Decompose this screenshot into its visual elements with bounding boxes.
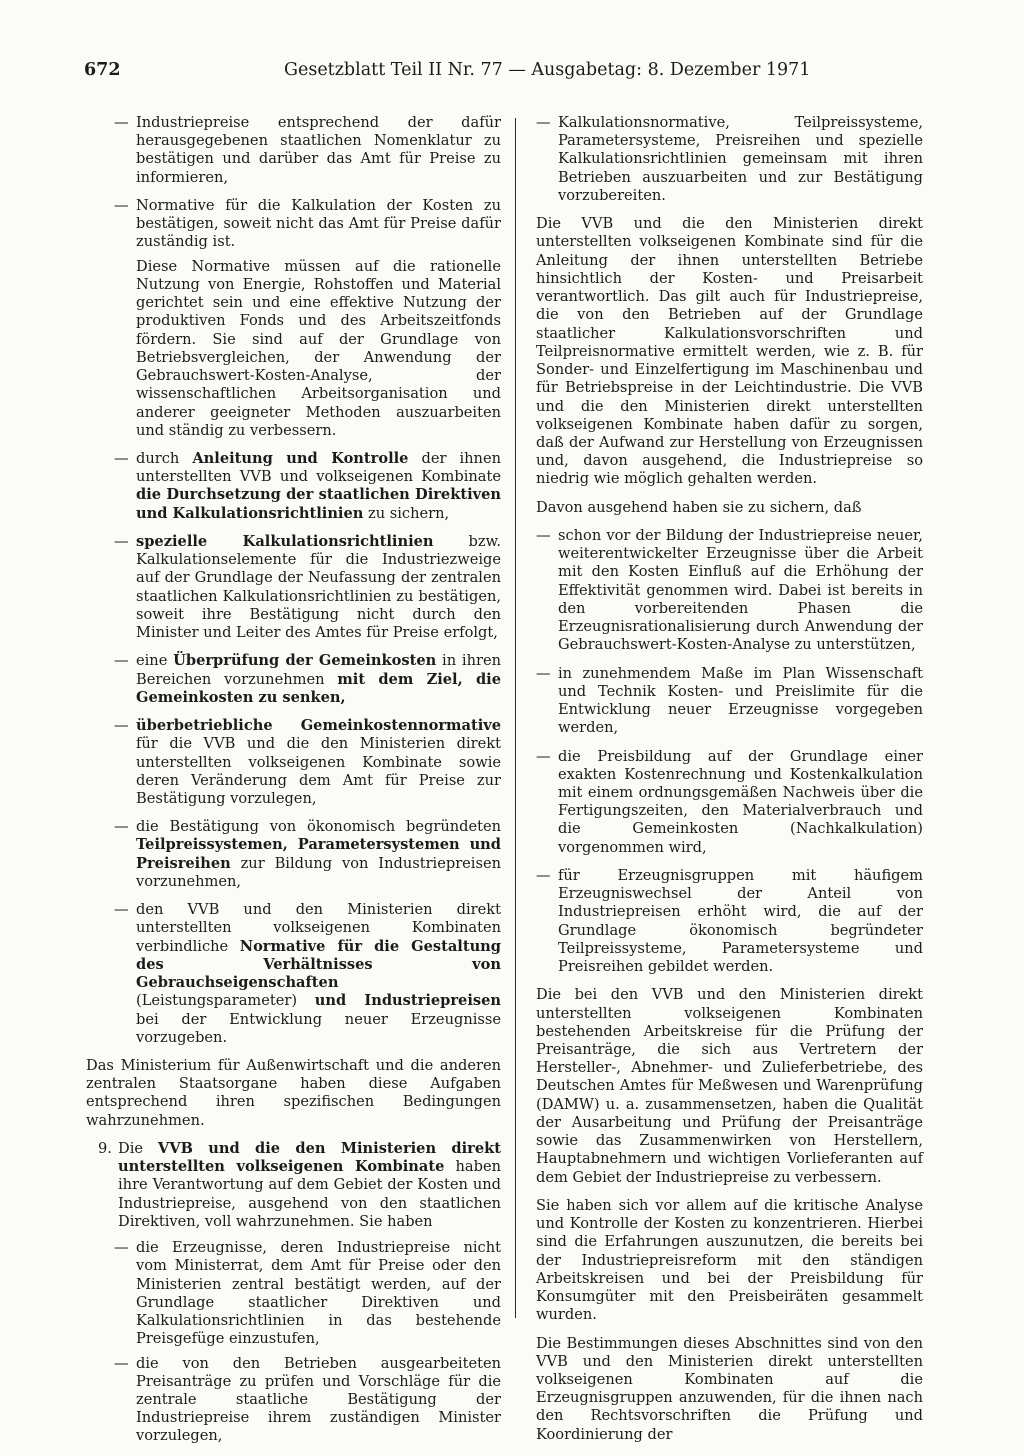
list-item [114, 717, 501, 808]
item-text: eine [136, 652, 174, 670]
item-text: für die VVB und die den Ministerien direkt unterstellten volkseigenen Kombinate sowie deren Veränderung dem Amt für Preise zur Bestätigung vorzulegen, [136, 735, 501, 807]
dash-marker: — [114, 196, 129, 214]
list-item [114, 818, 501, 891]
list-item [114, 532, 501, 642]
column-divider [515, 118, 516, 1318]
section-text: Die [118, 1139, 158, 1157]
item-text: die Erzeugnisse, deren Industriepreise nicht vom Ministerrat, dem Amt für Preise oder den Ministerien zentral bestätigt werden, auf der Grundlage staatlicher Direktiven und Kalkulationsrichtlinien in das bestehende Preisgefüge einzustufen, [136, 1239, 501, 1348]
item-text: der ihnen unterstellten VVB und volkseigenen Kombinate [136, 449, 501, 486]
list-item [114, 652, 501, 707]
item-text: für Erzeugnisgruppen mit häufigem Erzeugniswechsel der Anteil von Industriepreisen erhöht wird, die auf der Grundlage ökonomisch begründeter Teilpreissysteme, Parametersysteme und Preisreihen gebildet werden. [558, 866, 923, 976]
right-column [536, 114, 923, 1454]
section-number: 9. [98, 1139, 112, 1157]
dash-marker: — [114, 1239, 129, 1257]
item-bold: Überprüfung der Gemeinkosten [173, 652, 437, 670]
item-bold: überbetriebliche Gemeinkostennormative [136, 717, 501, 735]
provisions-paragraph: Die Bestimmungen dieses Abschnittes sind von den VVB und den Ministerien direkt unterstellten volkseigenen Kombinaten auf die Erzeugnisgruppen anzuwenden, für die ihnen nach den Rechtsvorschriften die Prüfung und Koordinierung der [536, 1334, 923, 1443]
item-text: durch [136, 449, 193, 467]
list-item [114, 114, 501, 187]
left-column [86, 114, 501, 1456]
list-item [114, 196, 501, 252]
dash-marker: — [114, 818, 129, 836]
working-groups-paragraph: Die bei den VVB und den Ministerien direkt unterstellten volkseigenen Kombinaten bestehenden Arbeitskreise für die Prüfung der Preisanträge, die sich aus Vertretern der Hersteller-, Abnehmer- und Zulieferbetriebe, des Deutschen Amtes für Meßwesen und Warenprüfung (DAMW) u. a. zusammensetzen, haben die Qualität der Ausarbeitung und Prüfung der Preisanträge sowie das Zusammenwirken von Herstellern, Hauptabnehmern und wichtigen Vorlieferanten auf dem Gebiet der Industriepreise zu verbessern. [536, 986, 923, 1186]
item-bold: die Durchsetzung der staatlichen Direktiven und Kalkulationsrichtlinien [136, 486, 501, 522]
dash-marker: — [536, 664, 551, 682]
dash-marker: — [536, 114, 551, 131]
section-text: haben ihre Verantwortung auf dem Gebiet der Kosten und Industriepreise, ausgehend von den staatlichen Direktiven, voll wahrzunehmen. Sie haben [118, 1158, 501, 1230]
list-item [114, 1354, 501, 1446]
dash-marker: — [114, 449, 129, 467]
running-title: Gesetzblatt Teil II Nr. 77 — Ausgabetag: 8. Dezember 1971 [284, 60, 811, 80]
section-bold: VVB und die den Ministerien direkt unterstellten volkseigenen Kombinate [118, 1139, 501, 1176]
item-bold: und Industriepreisen [314, 992, 501, 1010]
list-item [536, 664, 923, 738]
ministry-paragraph: Das Ministerium für Außenwirtschaft und die anderen zentralen Staatsorgane haben diese Aufgaben entsprechend ihren spezifischen Bedingungen wahrzunehmen. [86, 1057, 501, 1129]
dash-marker: — [114, 532, 129, 550]
dash-marker: — [114, 114, 129, 131]
dash-marker: — [536, 747, 551, 765]
dash-marker: — [114, 901, 129, 919]
item-text: zur Bildung von Industriepreisen vorzunehmen, [136, 854, 501, 890]
item-text: in zunehmendem Maße im Plan Wissenschaft und Technik Kosten- und Preislimite für die Entwicklung neuer Erzeugnisse vorgegeben werden, [558, 664, 923, 737]
item-text: die von den Betrieben ausgearbeiteten Preisanträge zu prüfen und Vorschläge für die zentrale staatliche Bestätigung der Industriepreise ihrem zuständigen Minister vorzulegen, [136, 1354, 501, 1445]
ensure-paragraph: Davon ausgehend haben sie zu sichern, daß [536, 498, 862, 516]
dash-marker: — [536, 526, 551, 544]
list-item [114, 901, 501, 1047]
dash-marker: — [536, 866, 551, 884]
analysis-paragraph: Sie haben sich vor allem auf die kritische Analyse und Kontrolle der Kosten zu konzentrieren. Hierbei sind die Erfahrungen auszunutzen, die bereits bei der Industriepreisreform mit den ständigen Arbeitskreisen und bei der Preisbildung für Konsumgüter mit den Preisbeiräten gesammelt wurden. [536, 1196, 923, 1324]
item-text: den VVB und den Ministerien direkt unterstellten volkseigenen Kombinaten verbindliche [136, 901, 501, 955]
item-bold: Teilpreissystemen, Parametersystemen und Preisreihen [136, 836, 501, 872]
list-item [536, 866, 923, 976]
section-9 [98, 1140, 501, 1231]
item-text: die Bestätigung von ökonomisch begründeten [136, 818, 501, 836]
item-text: Normative für die Kalkulation der Kosten zu bestätigen, soweit nicht das Amt für Preise dafür zuständig ist. [136, 196, 501, 251]
item-text: bzw. Kalkulationselemente für die Industriezweige auf der Grundlage der Neufassung der zentralen staatlichen Kalkulationsrichtlinien zu bestätigen, soweit ihre Bestätigung nicht durch den Minister und Leiter des Amtes für Preise erfolgt, [136, 532, 501, 642]
normative-paragraph: Diese Normative müssen auf die rationelle Nutzung von Energie, Rohstoffen und Material gerichtet sein und eine effektive Nutzung der produktiven Fonds und des Arbeitszeitfonds fördern. Sie sind auf der Grundlage von Betriebsvergleichen, der Anwendung der Gebrauchswert-Kosten-Analyse, der wissenschaftlichen Arbeitsorganisation und anderer geeigneter Methoden auszuarbeiten und ständig zu verbessern. [136, 257, 501, 439]
item-bold: mit dem Ziel, die Gemeinkosten zu senken, [136, 670, 501, 706]
list-item [536, 114, 923, 205]
item-text: zu sichern, [363, 504, 450, 522]
dash-marker: — [114, 1354, 129, 1372]
list-item [114, 449, 501, 523]
responsibility-paragraph: Die VVB und die den Ministerien direkt unterstellten volkseigenen Kombinate sind für die Anleitung der ihnen unterstellten Betriebe hinsichtlich der Kosten- und Preisarbeit verantwortlich. Das gilt auch für Industriepreise, die von den Betrieben auf der Grundlage staatlicher Kalkulationsvorschriften und Teilpreisnormative ermittelt werden, wie z. B. für Sonder- und Einzelfertigung im Maschinenbau und für Betriebspreise in der Leichtindustrie. Die VVB und die den Ministerien direkt unterstellten volkseigenen Kombinate haben dafür zu sorgen, daß der Aufwand zur Herstellung von Erzeugnissen und, davon ausgehend, die Industriepreise so niedrig wie möglich gehalten werden. [536, 215, 923, 488]
item-bold: spezielle Kalkulationsrichtlinien [136, 532, 434, 550]
page-header [84, 60, 960, 88]
item-bold: Anleitung und Kontrolle [192, 449, 409, 467]
item-text: Kalkulationsnormative, Teilpreissysteme, Parametersysteme, Preisreihen und spezielle Kalkulationsrichtlinien gemeinsam mit ihren Betrieben auszuarbeiten und zur Bestätigung vorzubereiten. [558, 114, 923, 204]
item-text: Industriepreise entsprechend der dafür herausgegebenen staatlichen Nomenklatur zu bestätigen und darüber das Amt für Preise zu informieren, [136, 114, 501, 186]
item-bold: Normative für die Gestaltung des Verhältnisses von Gebrauchseigenschaften [136, 937, 501, 992]
dash-marker: — [114, 652, 129, 670]
item-text: bei der Entwicklung neuer Erzeugnisse vorzugeben. [136, 1010, 501, 1046]
dash-marker: — [114, 717, 129, 735]
page-number: 672 [84, 60, 121, 80]
item-text: in ihren Bereichen vorzunehmen [136, 652, 501, 688]
item-text: die Preisbildung auf der Grundlage einer exakten Kostenrechnung und Kostenkalkulation mit einem ordnungsgemäßen Nachweis über die Fertigungszeiten, den Materialverbrauch und die Gemeinkosten (Nachkalkulation) vorgenommen wird, [558, 747, 923, 856]
list-item [536, 747, 923, 857]
item-text: (Leistungsparameter) [136, 992, 315, 1010]
list-item [114, 1239, 501, 1348]
list-item [536, 526, 923, 655]
item-text: schon vor der Bildung der Industriepreise neuer, weiterentwickelter Erzeugnisse über die Arbeit mit den Kosten Einfluß auf die Erhöhung der Effektivität genommen wird. Dabei ist bereits in den vorbereitenden Phasen die Erzeugnisrationalisierung durch Anwendung der Gebrauchswert-Kosten-Analyse zu unterstützen, [558, 526, 923, 654]
